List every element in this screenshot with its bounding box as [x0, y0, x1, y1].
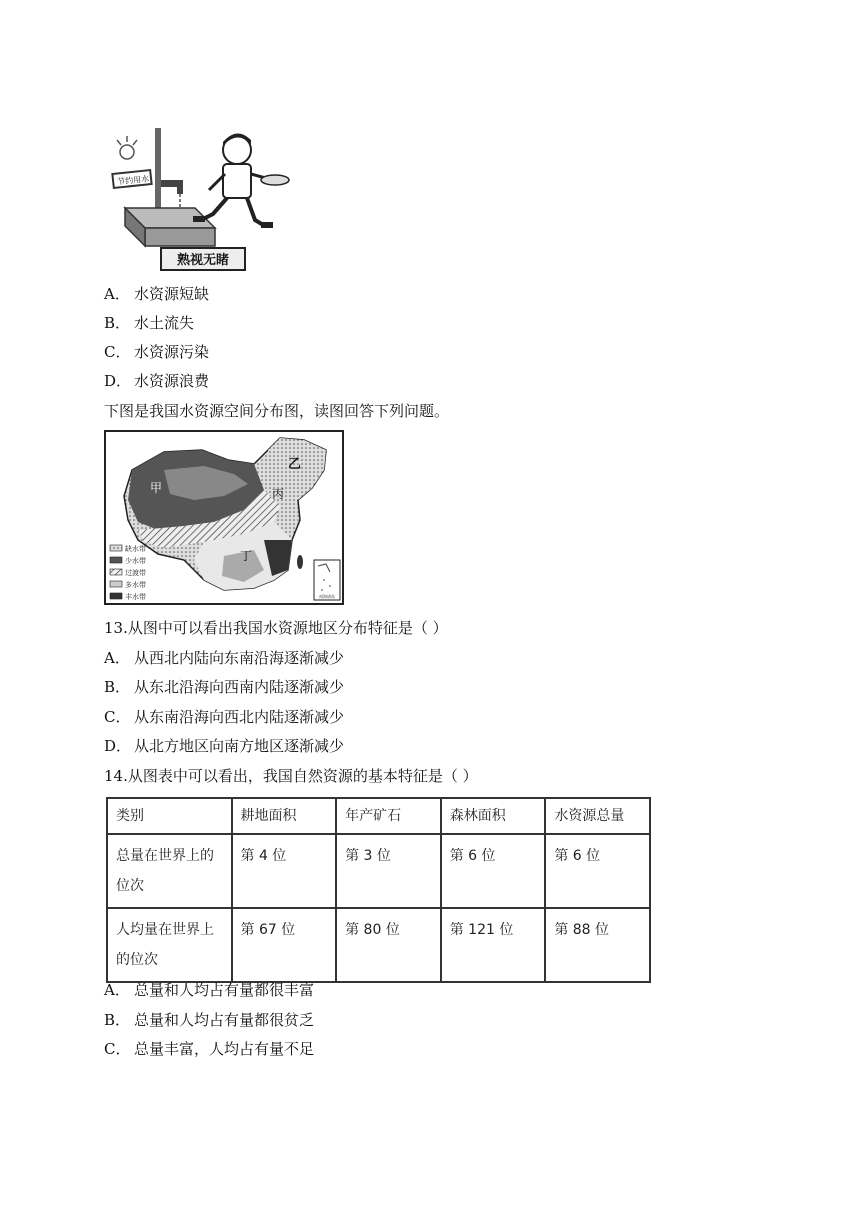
q12-option-b: B． 水土流失: [104, 314, 195, 332]
table-cell: 第 88 位: [545, 908, 650, 982]
legend-item-2: 少水带: [125, 557, 146, 565]
q12-option-a: A． 水资源短缺: [104, 285, 210, 303]
region-label-jia: 甲: [150, 481, 163, 495]
table-cell: 第 80 位: [336, 908, 441, 982]
table-header-row: [107, 798, 650, 834]
table-cell: 第 121 位: [441, 908, 546, 982]
sign-text: 节约用水: [116, 174, 150, 187]
table-cell: 第 4 位: [232, 834, 337, 908]
q12-option-d: D． 水资源浪费: [104, 372, 210, 390]
legend-item-5: 丰水带: [125, 593, 146, 601]
legend-item-1: 缺水带: [125, 545, 146, 553]
q13-option-d: D． 从北方地区向南方地区逐渐减少: [104, 737, 345, 755]
table-header-cell: 森林面积: [441, 798, 546, 834]
region-label-yi: 乙: [288, 457, 302, 472]
table-cell: 第 6 位: [441, 834, 546, 908]
region-label-ding: 丁: [240, 549, 253, 563]
q13-option-c: C． 从东南沿海向西北内陆逐渐减少: [104, 708, 345, 726]
table-cell: 第 67 位: [232, 908, 337, 982]
map-intro-text: 下图是我国水资源空间分布图，读图回答下列问题。: [104, 402, 450, 420]
table-row: [107, 908, 650, 982]
q13-option-b: B． 从东北沿海向西南内陆逐渐减少: [104, 678, 345, 696]
table-row: [107, 834, 650, 908]
resources-table: [106, 797, 651, 983]
table-cell: 第 3 位: [336, 834, 441, 908]
water-waste-cartoon: [105, 128, 303, 272]
q14-stem: 14.从图表中可以看出，我国自然资源的基本特征是（ ）: [104, 767, 478, 785]
q13-option-a: A． 从西北内陆向东南沿海逐渐减少: [104, 649, 345, 667]
q13-stem: 13.从图中可以看出我国水资源地区分布特征是（ ）: [104, 619, 448, 637]
q14-option-b: B． 总量和人均占有量都很贫乏: [104, 1011, 315, 1029]
legend-item-3: 过渡带: [125, 569, 146, 577]
inset-label: 南海诸岛: [319, 594, 335, 599]
q12-option-c: C． 水资源污染: [104, 343, 210, 361]
region-label-bing: 丙: [272, 487, 285, 501]
table-cell: 第 6 位: [545, 834, 650, 908]
table-header-cell: 类别: [107, 798, 232, 834]
water-distribution-map: [104, 430, 344, 605]
q14-option-c: C． 总量丰富，人均占有量不足: [104, 1040, 315, 1058]
cartoon-caption: 熟视无睹: [176, 253, 230, 268]
table-cell: 总量在世界上的位次: [107, 834, 232, 908]
q14-option-a: A． 总量和人均占有量都很丰富: [104, 981, 315, 999]
legend-item-4: 多水带: [125, 581, 146, 589]
table-header-cell: 年产矿石: [336, 798, 441, 834]
table-header-cell: 水资源总量: [545, 798, 650, 834]
table-header-cell: 耕地面积: [232, 798, 337, 834]
table-cell: 人均量在世界上的位次: [107, 908, 232, 982]
